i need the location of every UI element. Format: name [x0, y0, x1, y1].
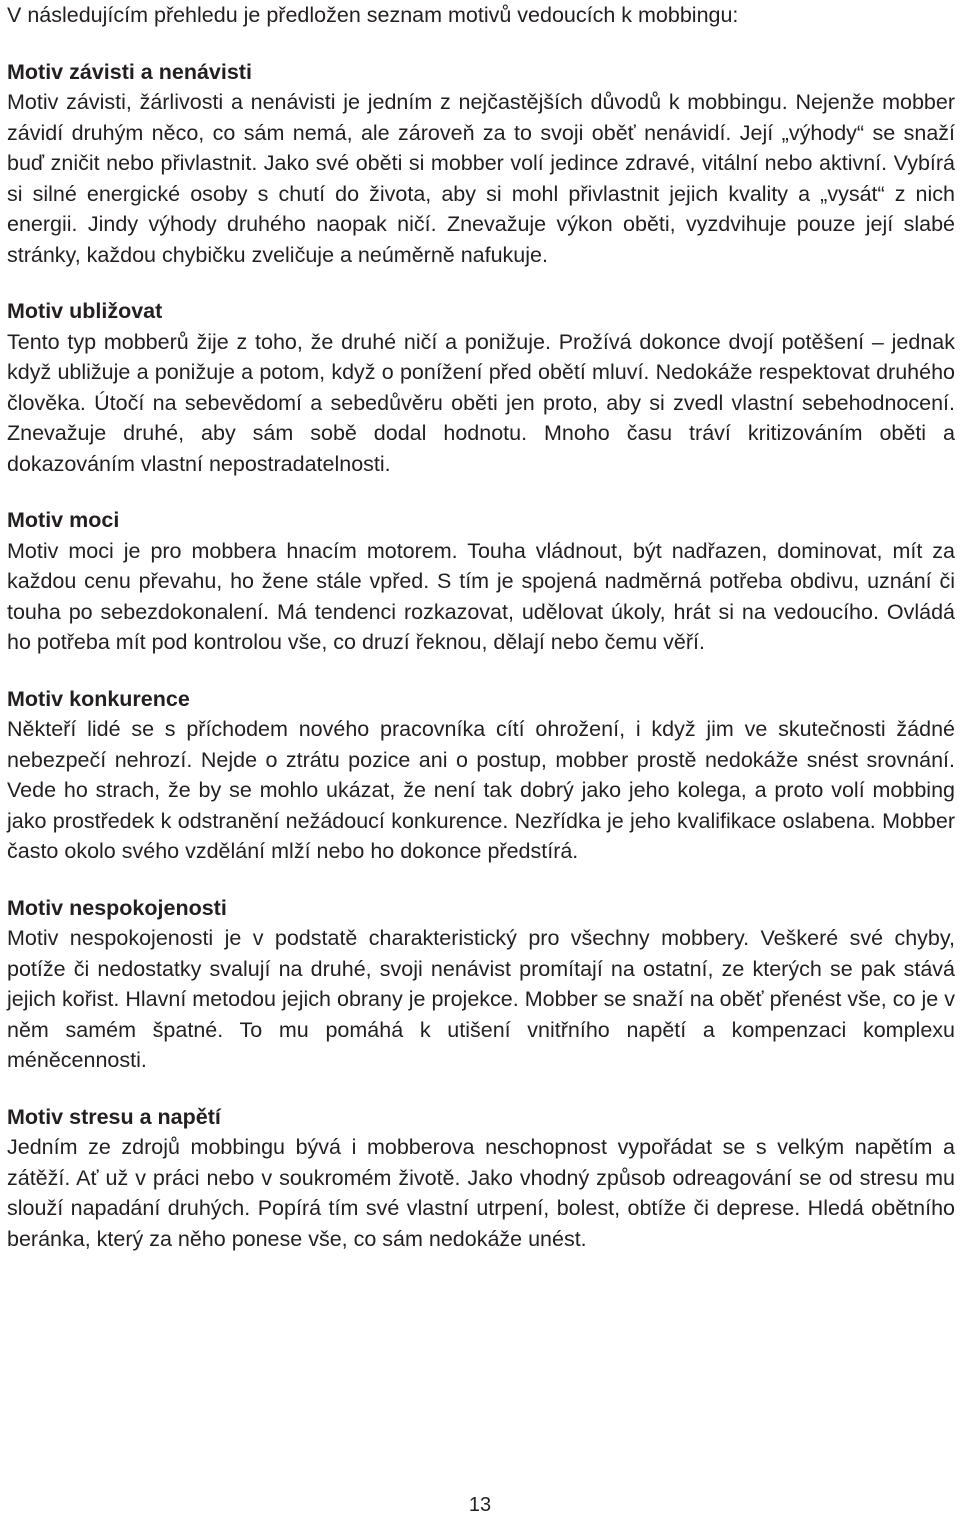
page-number: 13: [468, 1494, 492, 1516]
page-content: [7, 0, 955, 1254]
section-competition: [7, 684, 955, 867]
section-text: Motiv moci je pro mobbera hnacím motorem. Touha vládnout, být nadřazen, dominovat, mít za každou cenu převahu, ho žene stále vpřed. S tím je spojená nadměrná potřeba obdivu, uznání či touha po sebezdokonalení. Má tendenci rozkazovat, udělovat úkoly, hrát si na vedoucího. Ovládá ho potřeba mít pod kontrolou vše, co druzí řeknou, dělají nebo čemu věří.: [7, 538, 955, 654]
section-title: Motiv moci: [7, 508, 120, 532]
section-text: Motiv závisti, žárlivosti a nenávisti je jedním z nejčastějších důvodů k mobbingu. Nejenže mobber závidí druhým něco, co sám nemá, ale zároveň za to svoji oběť nenávidí. Její „výhody“ se snaží buď zničit nebo přivlastnit. Jako své oběti si mobber volí jedince zdravé, vitální nebo aktivní. Vybírá si silné energické osoby s chutí do života, aby si mohl přivlastnit jejich kvality a „vysát“ z nich energii. Jindy výhody druhého naopak ničí. Znevažuje výkon oběti, vyzdvihuje pouze její slabé stránky, každou chybičku zveličuje a neúměrně nafukuje.: [7, 90, 955, 267]
section-text: Tento typ mobberů žije z toho, že druhé ničí a ponižuje. Prožívá dokonce dvojí potěšení – jednak když ubližuje a ponižuje a potom, když o ponížení před obětí mluví. Nedokáže respektovat druhého člověka. Útočí na sebevědomí a sebedůvěru oběti jen proto, aby si zvedl vlastní sebehodnocení. Znevažuje druhé, aby sám sobě dodal hodnotu. Mnoho času tráví kritizováním oběti a dokazováním vlastní nepostradatelnosti.: [7, 329, 955, 476]
section-title: Motiv konkurence: [7, 686, 190, 711]
section-title: Motiv závisti a nenávisti: [7, 59, 252, 84]
section-text: Někteří lidé se s příchodem nového pracovníka cítí ohrožení, i když jim ve skutečnosti žádné nebezpečí nehrozí. Nejde o ztrátu pozice ani o postup, mobber prostě nedokáže snést srovnání. Vede ho strach, že by se mohlo ukázat, že není tak dobrý jako jeho kolega, a proto volí mobbing jako prostředek k odstranění nežádoucí konkurence. Nezřídka je jeho kvalifikace oslabena. Mobber často okolo svého vzdělání mlží nebo ho dokonce předstírá.: [7, 717, 955, 863]
section-envy: [7, 57, 955, 271]
section-power: [7, 505, 955, 658]
section-stress: [7, 1102, 955, 1255]
section-text: Motiv nespokojenosti je v podstatě charakteristický pro všechny mobbery. Veškeré své chyby, potíže či nedostatky svalují na druhé, svoji nenávist promítají na ostatní, ze kterých se pak stává jejich kořist. Hlavní metodou jejich obrany je projekce. Mobber se snaží na oběť přenést vše, co je v něm samém špatné. To mu pomáhá k utišení vnitřního napětí a kompenzaci komplexu méněcennosti.: [7, 926, 955, 1072]
intro-text: V následujícím přehledu je předložen seznam motivů vedoucích k mobbingu:: [7, 3, 739, 27]
section-title: Motiv stresu a napětí: [7, 1104, 221, 1129]
section-text: Jedním ze zdrojů mobbingu bývá i mobberova neschopnost vypořádat se s velkým napětím a zátěží. Ať už v práci nebo v soukromém životě. Jako vhodný způsob odreagování se od stresu mu slouží napadání druhých. Popírá tím své vlastní utrpení, bolest, obtíže či deprese. Hledá obětního beránka, který za něho ponese vše, co sám nedokáže unést.: [7, 1135, 955, 1251]
section-harm: [7, 296, 955, 479]
section-dissatisfaction: [7, 893, 955, 1076]
section-title: Motiv ubližovat: [7, 299, 163, 323]
section-title: Motiv nespokojenosti: [7, 895, 227, 920]
